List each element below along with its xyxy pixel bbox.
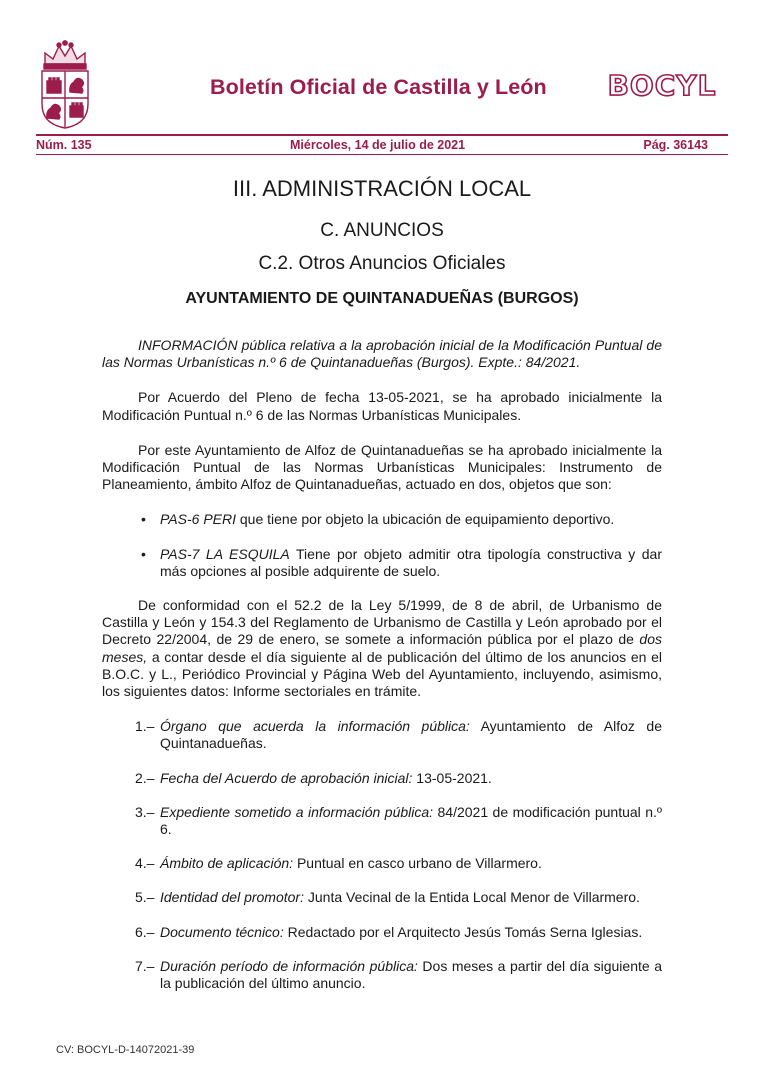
bullet-marker: • [141,545,146,562]
item-text: que tiene por objeto la ubicación de equipamiento deportivo. [236,511,615,528]
bullet-marker: • [141,511,146,528]
list-item [102,958,662,992]
section-title: III. ADMINISTRACIÓN LOCAL [232,176,532,201]
item-number: 1.– [135,718,155,735]
item-text: Dos meses a partir del día siguiente a la publicación del último anuncio. [160,957,662,992]
list-item [102,804,662,838]
bocyl-logo [598,70,726,100]
list-item [102,855,662,872]
publication-title: Boletín Oficial de Castilla y León [210,75,547,99]
coat-of-arms-icon [36,40,94,130]
item-text: Redactado por el Arquitecto Jesús Tomás Serna Iglesias. [283,923,643,940]
item-number: 3.– [135,803,155,820]
item-label: Órgano que acuerda la información pública: [160,718,470,735]
item-number: 7.– [135,957,155,974]
item-text: Ayuntamiento de Alfoz de Quintanadueñas. [160,718,662,752]
subsection-title: C. ANUNCIOS [320,220,444,241]
item-text: 84/2021 de modificación puntual n.º 6. [160,803,663,838]
list-item [102,889,662,906]
item-label: Identidad del promotor: [160,889,304,906]
paragraph-text: a contar desde el día siguiente al de publicación del último de los anuncios en el B.O.C. y L., Periódico Provincial y Página Web del Ayuntamiento, incluyendo, asimismo, los siguientes datos: Informe sectoriales en trámite. [102,648,662,700]
paragraph [102,597,662,700]
verification-code: CV: BOCYL-D-14072021-39 [56,1044,195,1056]
paragraph-emphasis: dos meses, [102,631,662,665]
item-label: Fecha del Acuerdo de aprobación inicial: [160,769,413,786]
data-list [102,718,662,992]
item-text: 13-05-2021. [412,769,492,786]
list-item [102,770,662,787]
objects-list [102,511,662,580]
item-label: PAS-7 LA ESQUILA [160,545,290,562]
issue-number: Núm. 135 [36,138,92,152]
entity-title: AYUNTAMIENTO DE QUINTANADUEÑAS (BURGOS) [185,290,579,307]
item-label: Expediente sometido a información pública: [160,803,434,820]
item-label: Ámbito de aplicación: [160,855,294,872]
item-label: PAS-6 PERI [160,511,236,528]
info-paragraph: INFORMACIÓN pública relativa a la aprobación inicial de la Modificación Puntual de las Normas Urbanísticas n.º 6 de Quintanadueñas (Burgos). Expte.: 84/2021. [102,337,662,371]
item-number: 4.– [135,855,155,872]
list-item [102,511,662,528]
item-label: Documento técnico: [160,923,284,940]
item-number: 5.– [135,889,155,906]
paragraph-text: De conformidad con el 52.2 de la Ley 5/1999, de 8 de abril, de Urbanismo de Castilla y León y 154.3 del Reglamento de Urbanismo de Castilla y León aprobado por el Decreto 22/2004, de 29 de enero, se somete a información pública por el plazo de [102,597,662,648]
item-label: Duración período de información pública: [160,957,418,974]
list-item [102,718,662,752]
paragraph: Por este Ayuntamiento de Alfoz de Quintanadueñas se ha aprobado inicialmente la Modificación Puntual de las Normas Urbanísticas Municipales: Instrumento de Planeamiento, ámbito Alfoz de Quintanadueñas, actuado en dos, objetos que son: [102,441,662,493]
item-text: Tiene por objeto admitir otra tipología constructiva y dar más opciones al posible adquirente de suelo. [160,545,662,579]
issue-header-bar [36,134,728,155]
item-number: 2.– [135,769,155,786]
svg-text:BOCYL: BOCYL [607,70,717,100]
announcement-body [102,337,662,1009]
page-number: Pág. 36143 [643,138,708,152]
issue-date: Miércoles, 14 de julio de 2021 [290,138,466,152]
item-text: Junta Vecinal de la Entida Local Menor de Villarmero. [303,889,640,906]
subsubsection-title: C.2. Otros Anuncios Oficiales [258,253,506,274]
list-item [102,924,662,941]
item-text: Puntual en casco urbano de Villarmero. [293,855,542,872]
list-item [102,546,662,580]
paragraph: Por Acuerdo del Pleno de fecha 13-05-2021, se ha aprobado inicialmente la Modificación Puntual n.º 6 de las Normas Urbanísticas Municipales. [102,389,662,423]
item-number: 6.– [135,923,155,940]
